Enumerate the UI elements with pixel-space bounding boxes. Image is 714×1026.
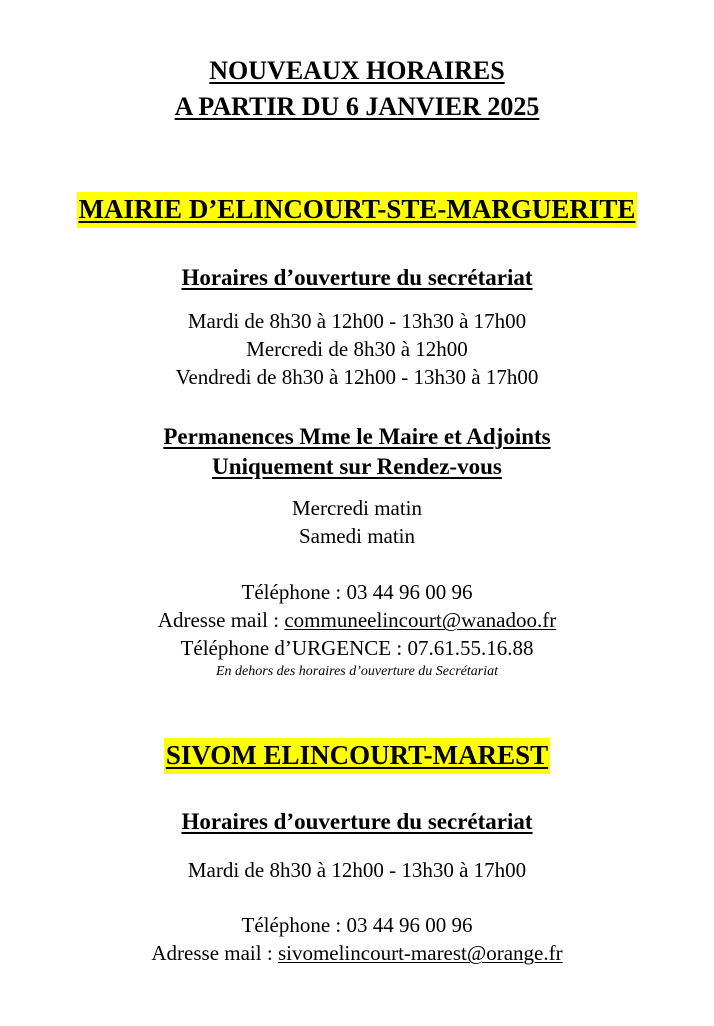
sivom-phone-number: 03 44 96 00 96 [346,913,473,937]
permanences-heading-line-2: Uniquement sur Rendez-vous [212,454,502,479]
sivom-hours-tuesday: Mardi de 8h30 à 12h00 - 13h30 à 17h00 [187,858,527,882]
notice-title-line-1: NOUVEAUX HORAIRES [209,56,505,85]
mairie-hours-tuesday: Mardi de 8h30 à 12h00 - 13h30 à 17h00 [187,309,527,333]
mairie-urgent-phone-line [0,638,714,659]
mairie-phone-line [0,582,714,603]
mairie-email-label: Adresse mail : [157,608,285,632]
sivom-email-link[interactable]: sivomelincourt-marest@orange.fr [277,941,563,965]
sivom-phone-label: Téléphone : [241,913,347,937]
mairie-phone-number: 03 44 96 00 96 [346,580,473,604]
permanence-wednesday: Mercredi matin [291,496,423,520]
sivom-name-highlight: SIVOM ELINCOURT-MAREST [164,738,550,774]
sivom-email-line [0,943,714,964]
mairie-urgent-note: En dehors des horaires d’ouverture du Secrétariat [215,664,499,679]
mairie-email-line [0,610,714,631]
mairie-name-highlight: MAIRIE D’ELINCOURT-STE-MARGUERITE [77,192,638,228]
mairie-email-link[interactable]: communeelincourt@wanadoo.fr [284,608,557,632]
mairie-urgent-number: 07.61.55.16.88 [407,636,534,660]
mairie-hours-wednesday: Mercredi de 8h30 à 12h00 [246,337,468,361]
mairie-hours-friday: Vendredi de 8h30 à 12h00 - 13h30 à 17h00 [175,365,539,389]
sivom-phone-line [0,915,714,936]
sivom-secretariat-heading: Horaires d’ouverture du secrétariat [181,809,533,834]
permanence-saturday: Samedi matin [298,524,416,548]
mairie-secretariat-heading: Horaires d’ouverture du secrétariat [181,265,533,290]
notice-title-line-2: A PARTIR DU 6 JANVIER 2025 [174,92,540,121]
sivom-email-label: Adresse mail : [151,941,278,965]
mairie-name [0,196,714,223]
sivom-name [0,742,714,769]
mairie-urgent-label: Téléphone d’URGENCE : [180,636,408,660]
mairie-phone-label: Téléphone : [241,580,347,604]
permanences-heading-line-1: Permanences Mme le Maire et Adjoints [163,424,551,449]
